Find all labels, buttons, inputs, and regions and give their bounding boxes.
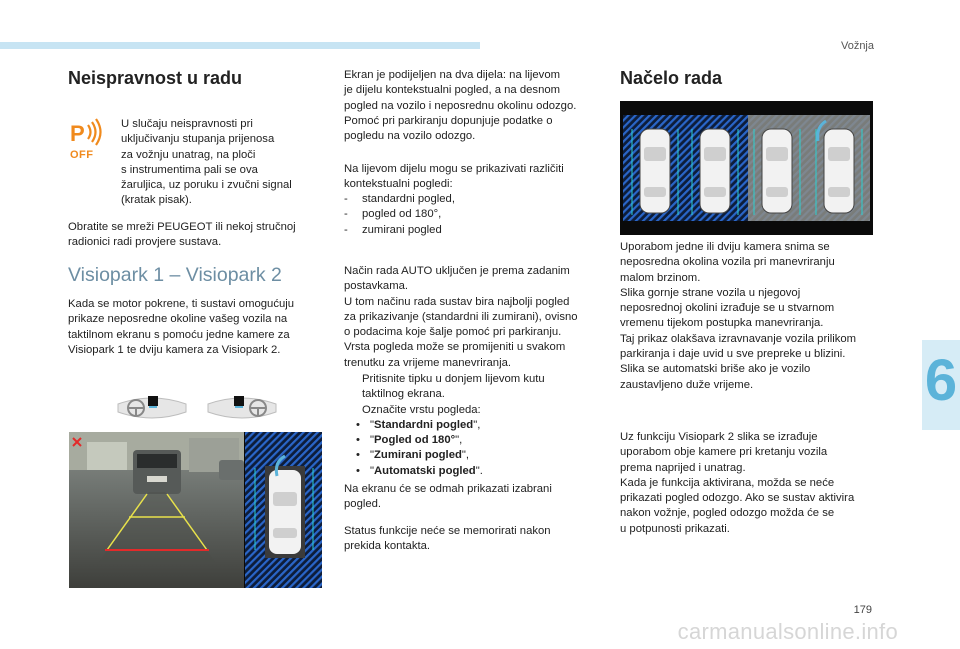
context-views-intro xyxy=(344,162,599,193)
view-option-text xyxy=(370,464,483,479)
visiopark-intro-text xyxy=(68,297,323,358)
screen-split-line: Pomoć pri parkiranju dopunjuje podatke o xyxy=(344,114,553,127)
top-view-sequence-image xyxy=(620,101,873,235)
rear-camera-mirror-icon xyxy=(114,394,190,424)
view-name: standardni pogled, xyxy=(362,193,455,205)
screen-split-line: pogledu na vozilo odozgo. xyxy=(344,130,476,143)
auto-mode-line: Način rada AUTO uključen je prema zadanim xyxy=(344,265,570,277)
status-memory-line: prekida kontakta. xyxy=(344,540,431,553)
auto-mode-line: U tom načinu rada sustav bira najbolji pogled xyxy=(344,295,570,308)
view-display-text xyxy=(344,482,599,513)
operation-principle-line: neposredna okolina vozila pri manevriranju xyxy=(620,256,835,269)
view-option-name: Automatski pogled xyxy=(374,464,476,477)
visiopark2-line: u potpunosti prikazati. xyxy=(620,522,730,535)
dash-marker: - xyxy=(344,208,348,221)
quote-close: ". xyxy=(475,464,483,477)
section-subtitle-visiopark: Visiopark 1 – Visiopark 2 xyxy=(68,264,282,286)
contact-text-line: radionici radi provjere sustava. xyxy=(68,236,222,249)
warning-text-line: U slučaju neispravnosti pri xyxy=(121,118,253,130)
section-title-operation: Načelo rada xyxy=(620,68,723,88)
header-accent-bar xyxy=(0,42,480,49)
warning-text-line: žaruljica, uz poruku i zvučni signal xyxy=(121,179,292,192)
operation-principle-text xyxy=(620,240,878,393)
view-list-item xyxy=(344,223,599,238)
operation-principle-line: malom brzinom. xyxy=(620,271,701,284)
screen-split-text xyxy=(344,68,599,144)
view-option-name: Zumirani pogled xyxy=(374,449,462,462)
operation-principle-line: parkiranja i daje uvid u sve prepreke u blizini. xyxy=(620,348,846,361)
bullet-marker: • xyxy=(356,464,360,477)
screen-split-line: Ekran je podijeljen na dva dijela: na lijevom xyxy=(344,69,561,81)
view-option xyxy=(344,433,599,448)
view-option xyxy=(344,448,599,463)
step-text: Označite vrstu pogleda: xyxy=(362,403,481,416)
step-row xyxy=(344,387,599,402)
operation-principle-line: Slika se automatski briše ako je vozilo xyxy=(620,363,811,376)
auto-mode-line: o podacima koje šalje pomoć pri parkiranju. xyxy=(344,326,562,339)
view-selection-steps xyxy=(344,372,599,479)
quote-open: " xyxy=(370,464,375,477)
visiopark-screen-image xyxy=(69,432,322,588)
quote-close: ", xyxy=(455,434,463,447)
auto-mode-line: trenutku za vrijeme manevriranja. xyxy=(344,356,512,369)
auto-mode-line: postavkama. xyxy=(344,280,409,293)
visiopark2-line: Uz funkciju Visiopark 2 slika se izrađuje xyxy=(620,431,818,443)
view-option-name: Pogled od 180° xyxy=(374,434,456,447)
svg-text:P: P xyxy=(70,121,85,146)
view-option-text xyxy=(370,433,462,448)
visiopark2-line: prikazati pogled odozgo. Ako se sustav aktivira xyxy=(620,492,855,505)
operation-principle-line: Uporabom jedne ili dviju kamera snima se xyxy=(620,241,830,253)
status-memory-text xyxy=(344,524,599,555)
view-list-item xyxy=(344,207,599,222)
auto-mode-line: Vrsta pogleda može se promijeniti u svakom xyxy=(344,341,566,354)
visiopark2-line: prema naprijed i unatrag. xyxy=(620,461,746,474)
warning-text-line: (kratak pisak). xyxy=(121,194,192,207)
dash-marker: - xyxy=(344,193,348,205)
step-row xyxy=(344,372,599,387)
view-name: pogled od 180°, xyxy=(362,208,442,221)
screen-split-line: je dijelu kontekstualni pogled, a na desnom xyxy=(344,84,561,97)
quote-open: " xyxy=(370,418,375,431)
step-marker xyxy=(344,403,362,418)
step-marker xyxy=(344,372,362,387)
operation-principle-line: zaustavljeno duže vrijeme. xyxy=(620,378,754,391)
step-text: taktilnog ekrana. xyxy=(362,388,445,401)
status-memory-line: Status funkcije neće se memorirati nakon xyxy=(344,525,551,537)
dash-marker: - xyxy=(344,223,348,236)
operation-principle-line: vremenu tijekom postupka manevriranja. xyxy=(620,317,824,330)
section-title-malfunction: Neispravnost u radu xyxy=(68,68,243,88)
operation-principle-line: Slika gornje strane vozila u njegovoj xyxy=(620,286,801,299)
quote-close: ", xyxy=(461,449,470,462)
visiopark2-line: Kada je funkcija aktivirana, možda se neće xyxy=(620,476,835,489)
view-display-line: pogled. xyxy=(344,498,382,511)
view-list-item xyxy=(344,192,599,207)
warning-icon-off-text: OFF xyxy=(70,149,94,161)
operation-principle-line: Taj prikaz olakšava izravnavanje vozila prilikom xyxy=(620,332,857,345)
bullet-marker: • xyxy=(356,449,360,462)
warning-text-line: s instrumentima pali se ova xyxy=(121,163,258,176)
view-name: zumirani pogled xyxy=(362,223,442,236)
section-name: Vožnja xyxy=(840,40,874,52)
visiopark2-line: nakon vožnje, pogled odozgo možda će se xyxy=(620,507,835,520)
intro-text-line: Visiopark 1 te dviju kamera za Visiopark 2. xyxy=(68,343,281,356)
quote-open: " xyxy=(370,434,375,447)
contact-workshop-text xyxy=(68,220,323,251)
context-views-list xyxy=(344,192,599,238)
view-option-text xyxy=(370,418,480,433)
context-views-line: kontekstualni pogledi: xyxy=(344,178,453,191)
view-option-name: Standardni pogled xyxy=(374,418,474,431)
chapter-number: 6 xyxy=(924,348,958,413)
auto-mode-line: za prikazivanje (standardni ili zumirani), ovisno xyxy=(344,310,578,323)
quote-open: " xyxy=(370,449,375,462)
intro-text-line: prikaze neposredne okoline vašeg vozila na xyxy=(68,313,288,326)
visiopark2-line: uporabom obje kamere pri kretanju vozila xyxy=(620,446,828,459)
context-views-line: Na lijevom dijelu mogu se prikazivati različiti xyxy=(344,163,564,175)
screen-split-line: pogled na vozilo i neposrednu okolinu odozgo. xyxy=(344,99,577,112)
page-number: 179 xyxy=(853,604,872,616)
view-option xyxy=(344,464,599,479)
operation-principle-line: neposrednoj okolini izrađuje se u stvarnom xyxy=(620,302,835,315)
step-marker xyxy=(344,387,362,402)
warning-text-line: uključivanju stupanja prijenosa xyxy=(121,133,275,146)
warning-text-line: za vožnju unatrag, na ploči xyxy=(121,148,256,161)
intro-text-line: Kada se motor pokrene, ti sustavi omogućuju xyxy=(68,298,295,310)
intro-text-line: taktilnom ekranu s pomoću jedne kamere za xyxy=(68,328,290,341)
bullet-marker: • xyxy=(356,418,360,431)
auto-mode-text xyxy=(344,264,599,371)
step-text: Pritisnite tipku u donjem lijevom kutu xyxy=(362,373,545,385)
quote-close: ", xyxy=(473,418,481,431)
contact-text-line: Obratite se mreži PEUGEOT ili nekoj stručnoj xyxy=(68,221,296,233)
visiopark2-text xyxy=(620,430,878,537)
view-display-line: Na ekranu će se odmah prikazati izabrani xyxy=(344,483,552,495)
bullet-marker: • xyxy=(356,434,360,447)
warning-description xyxy=(121,117,321,209)
front-camera-mirror-icon xyxy=(204,394,280,424)
view-option xyxy=(344,418,599,433)
step-row xyxy=(344,403,599,418)
view-option-text xyxy=(370,448,469,463)
watermark: carmanualsonline.info xyxy=(677,619,898,644)
